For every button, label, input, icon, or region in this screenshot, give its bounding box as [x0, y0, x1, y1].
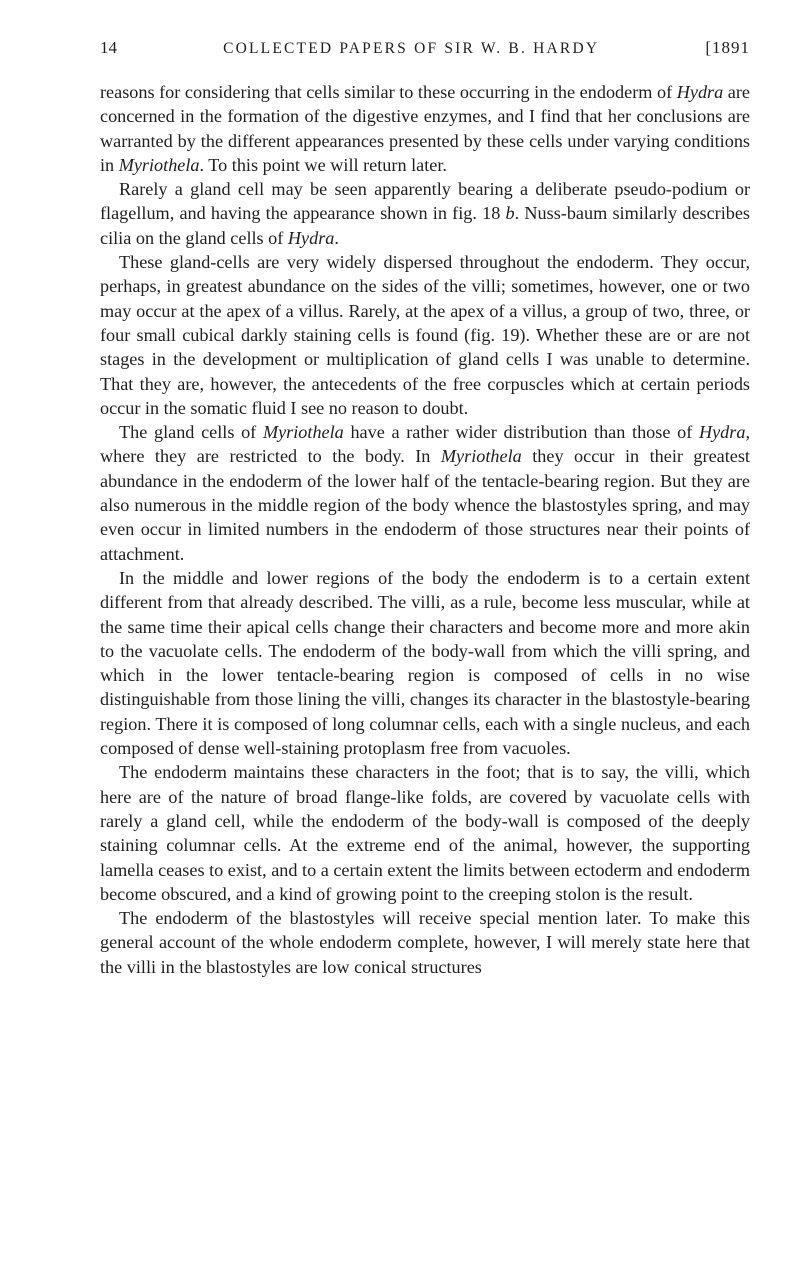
text-run: , where they are restricted to the body. In: [100, 422, 750, 467]
text-run: they occur in their greatest abundance in the endoderm of the lower half of the tentacle-bearing region. But they are also numerous in the middle region of the body whence the blastostyles spring, and may even occur in limited numbers in the endoderm of those structures near their points of attachment.: [100, 446, 750, 564]
paragraph-2: [100, 177, 750, 250]
italic-term: Hydra: [698, 422, 746, 443]
page: [100, 38, 750, 979]
text-run: have a rather wider distribution than those of: [343, 422, 699, 443]
text-run: reasons for considering that cells similar to these occurring in the endoderm of: [100, 82, 677, 102]
italic-term: Hydra: [676, 82, 724, 102]
text-run: These gland-cells are very widely dispersed throughout the endoderm. They occur, perhaps, in greatest abundance on the sides of the villi; sometimes, however, one or two may occur at the apex of a villus. Rarely, at the apex of a villus, a group of two, three, or four small cubical darkly staining cells is found (fig. 19). Whether these are or are not stages in the development or multiplication of gland cells I was unable to determine. That they are, however, the antecedents of the free corpuscles which at certain periods occur in the somatic fluid I see no reason to doubt.: [100, 252, 750, 418]
text-run: The gland cells of: [119, 422, 263, 443]
text-run: In the middle and lower regions of the body the endoderm is to a certain extent different from that already described. The villi, as a rule, become less muscular, while at the same time their apical cells change their characters and become more and more akin to the vacuolate cells. The endoderm of the body-wall from which the villi spring, and which in the lower tentacle-bearing region is composed of cells in no wise distinguishable from those lining the villi, changes its character in the blastostyle-bearing region. There it is composed of long columnar cells, each with a single nucleus, and each composed of dense well-staining protoplasm free from vacuoles.: [100, 567, 750, 759]
text-run: Rarely a gland cell may be seen apparently bearing a deliberate pseudo-podium or flagellum, and having the appearance shown in fig. 18: [100, 179, 750, 224]
text-run: The endoderm of the blastostyles will receive special mention later. To make this general account of the whole endoderm complete, however, I will merely state here that the villi in the blastostyles are low conical structures: [100, 908, 750, 977]
italic-term: b: [505, 203, 515, 224]
italic-term: Myriothela: [440, 446, 522, 467]
running-title: COLLECTED PAPERS OF SIR W. B. HARDY: [223, 40, 600, 57]
running-head: [100, 38, 750, 70]
paragraph-5: [100, 566, 750, 760]
body-text: [100, 80, 750, 979]
italic-term: Hydra: [287, 227, 335, 248]
italic-term: Myriothela: [118, 154, 200, 175]
text-run: The endoderm maintains these characters in the foot; that is to say, the villi, which here are of the nature of broad flange-like folds, are covered by vacuolate cells with rarely a gland cell, while the endoderm of the body-wall is composed of the deeply staining columnar cells. At the extreme end of the animal, however, the supporting lamella ceases to exist, and to a certain extent the limits between ectoderm and endoderm become obscured, and a kind of growing point to the creeping stolon is the result.: [100, 762, 750, 904]
paragraph-3: [100, 250, 750, 420]
text-run: .: [334, 227, 339, 248]
italic-term: Myriothela: [262, 422, 344, 443]
running-head-year: [1891: [705, 38, 750, 57]
text-run: . Nuss-baum similarly describes cilia on the gland cells of: [100, 203, 750, 248]
paragraph-1: [100, 80, 750, 177]
text-run: are concerned in the formation of the digestive enzymes, and I find that her conclusions are warranted by the different appearances presented by these cells under varying conditions in: [100, 82, 751, 175]
paragraph-6: [100, 760, 750, 906]
page-number: 14: [100, 38, 117, 57]
paragraph-7: [100, 906, 750, 979]
paragraph-4: [100, 420, 750, 566]
text-run: . To this point we will return later.: [199, 154, 447, 175]
